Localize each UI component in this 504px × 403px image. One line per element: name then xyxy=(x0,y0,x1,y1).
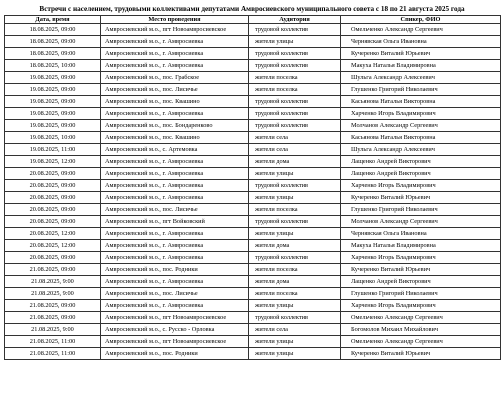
cell-date: 19.08.2025, 09:00 xyxy=(5,96,101,108)
column-header-date: Дата, время xyxy=(5,16,101,24)
cell-date: 19.08.2025, 09:00 xyxy=(5,120,101,132)
cell-date: 21.08.2025, 9:00 xyxy=(5,276,101,288)
cell-speaker: Глушенко Григорий Николаевич xyxy=(341,288,501,300)
cell-place: Амвросиевский м.о., г. Амвросиевка xyxy=(101,156,249,168)
cell-speaker: Макуха Наталья Владимировна xyxy=(341,240,501,252)
cell-audience: жители улицы xyxy=(249,228,341,240)
table-row xyxy=(5,204,501,216)
table-row xyxy=(5,168,501,180)
cell-audience: жители улицы xyxy=(249,192,341,204)
cell-date: 19.08.2025, 12:00 xyxy=(5,156,101,168)
cell-audience: трудовой коллектив xyxy=(249,96,341,108)
cell-audience: трудовой коллектив xyxy=(249,180,341,192)
cell-date: 21.08.2025, 11:00 xyxy=(5,348,101,360)
cell-speaker: Кучеренко Виталий Юрьевич xyxy=(341,192,501,204)
cell-date: 21.08.2025, 9:00 xyxy=(5,324,101,336)
cell-place: Амвросиевский м.о., пгт Новоамвросиевское xyxy=(101,312,249,324)
cell-speaker: Чернявская Ольга Ивановна xyxy=(341,36,501,48)
table-row xyxy=(5,288,501,300)
table-header-row xyxy=(5,16,501,24)
cell-audience: жители поселка xyxy=(249,264,341,276)
table-row xyxy=(5,264,501,276)
cell-speaker: Омельченко Александр Сергеевич xyxy=(341,24,501,36)
cell-date: 19.08.2025, 09:00 xyxy=(5,84,101,96)
cell-speaker: Харченко Игорь Владимирович xyxy=(341,180,501,192)
cell-audience: трудовой коллектив xyxy=(249,312,341,324)
cell-place: Амвросиевский м.о., с. Русско - Орловка xyxy=(101,324,249,336)
cell-date: 20.08.2025, 09:00 xyxy=(5,180,101,192)
cell-speaker: Харченко Игорь Владимирович xyxy=(341,300,501,312)
cell-audience: жители села xyxy=(249,144,341,156)
cell-speaker: Омельченко Александр Сергеевич xyxy=(341,336,501,348)
cell-date: 20.08.2025, 09:00 xyxy=(5,204,101,216)
cell-place: Амвросиевский м.о., г. Амвросиевка xyxy=(101,228,249,240)
meetings-table xyxy=(4,15,501,360)
cell-speaker: Глушенко Григорий Николаевич xyxy=(341,84,501,96)
table-row xyxy=(5,312,501,324)
table-row xyxy=(5,96,501,108)
cell-place: Амвросиевский м.о., пос. Лисичье xyxy=(101,84,249,96)
table-row xyxy=(5,324,501,336)
cell-date: 20.08.2025, 09:00 xyxy=(5,252,101,264)
cell-place: Амвросиевский м.о., пос. Родники xyxy=(101,348,249,360)
cell-speaker: Лащенко Андрей Викторович xyxy=(341,276,501,288)
cell-speaker: Богомолов Михаил Михайлович xyxy=(341,324,501,336)
cell-date: 20.08.2025, 09:00 xyxy=(5,216,101,228)
cell-audience: трудовой коллектив xyxy=(249,120,341,132)
cell-place: Амвросиевский м.о., г. Амвросиевка xyxy=(101,192,249,204)
cell-place: Амвросиевский м.о., г. Амвросиевка xyxy=(101,300,249,312)
table-row xyxy=(5,36,501,48)
cell-date: 20.08.2025, 09:00 xyxy=(5,192,101,204)
cell-date: 18.08.2025, 09:00 xyxy=(5,24,101,36)
table-row xyxy=(5,24,501,36)
cell-audience: трудовой коллектив xyxy=(249,60,341,72)
cell-audience: жители поселка xyxy=(249,204,341,216)
column-header-speaker: Спикер, ФИО xyxy=(341,16,501,24)
cell-place: Амвросиевский м.о., г. Амвросиевка xyxy=(101,168,249,180)
cell-date: 19.08.2025, 11:00 xyxy=(5,144,101,156)
cell-date: 20.08.2025, 12:00 xyxy=(5,228,101,240)
cell-audience: жители дома xyxy=(249,276,341,288)
cell-place: Амвросиевский м.о., пос. Грабское xyxy=(101,72,249,84)
cell-audience: жители дома xyxy=(249,240,341,252)
cell-place: Амвросиевский м.о., пос. Лисичье xyxy=(101,204,249,216)
cell-place: Амвросиевский м.о., г. Амвросиевка xyxy=(101,276,249,288)
cell-speaker: Чернявская Ольга Ивановна xyxy=(341,228,501,240)
table-body xyxy=(5,24,501,360)
table-row xyxy=(5,156,501,168)
cell-date: 20.08.2025, 12:00 xyxy=(5,240,101,252)
cell-place: Амвросиевский м.о., г. Амвросиевка xyxy=(101,252,249,264)
cell-date: 19.08.2025, 09:00 xyxy=(5,108,101,120)
cell-speaker: Кучеренко Виталий Юрьевич xyxy=(341,348,501,360)
cell-speaker: Лащенко Андрей Викторович xyxy=(341,156,501,168)
cell-audience: трудовой коллектив xyxy=(249,24,341,36)
cell-speaker: Шульга Александр Алексеевич xyxy=(341,72,501,84)
cell-date: 19.08.2025, 09:00 xyxy=(5,72,101,84)
cell-audience: трудовой коллектив xyxy=(249,252,341,264)
cell-speaker: Молчанов Александр Сергеевич xyxy=(341,216,501,228)
cell-audience: трудовой коллектив xyxy=(249,48,341,60)
cell-date: 20.08.2025, 09:00 xyxy=(5,168,101,180)
table-row xyxy=(5,228,501,240)
cell-place: Амвросиевский м.о., пос. Лисичье xyxy=(101,288,249,300)
cell-audience: жители улицы xyxy=(249,168,341,180)
table-row xyxy=(5,336,501,348)
table-row xyxy=(5,132,501,144)
cell-speaker: Касьянова Наталья Викторовна xyxy=(341,132,501,144)
cell-speaker: Кучеренко Виталий Юрьевич xyxy=(341,48,501,60)
table-row xyxy=(5,276,501,288)
cell-speaker: Кучеренко Виталий Юрьевич xyxy=(341,264,501,276)
cell-speaker: Лащенко Андрей Викторович xyxy=(341,168,501,180)
cell-place: Амвросиевский м.о., с. Артемовка xyxy=(101,144,249,156)
cell-place: Амвросиевский м.о., пгт Новоамвросиевское xyxy=(101,24,249,36)
cell-date: 21.08.2025, 09:00 xyxy=(5,312,101,324)
cell-date: 21.08.2025, 9:00 xyxy=(5,288,101,300)
cell-place: Амвросиевский м.о., г. Амвросиевка xyxy=(101,180,249,192)
table-row xyxy=(5,144,501,156)
cell-audience: жители села xyxy=(249,324,341,336)
cell-place: Амвросиевский м.о., пос. Квашино xyxy=(101,96,249,108)
cell-audience: жители села xyxy=(249,132,341,144)
table-row xyxy=(5,348,501,360)
cell-place: Амвросиевский м.о., г. Амвросиевка xyxy=(101,240,249,252)
cell-speaker: Макуха Наталья Владимировна xyxy=(341,60,501,72)
table-row xyxy=(5,48,501,60)
cell-audience: жители улицы xyxy=(249,348,341,360)
cell-date: 21.08.2025, 11:00 xyxy=(5,336,101,348)
cell-speaker: Омельченко Александр Сергеевич xyxy=(341,312,501,324)
cell-audience: жители дома xyxy=(249,156,341,168)
cell-audience: жители улицы xyxy=(249,36,341,48)
column-header-audience: Аудитория xyxy=(249,16,341,24)
cell-audience: жители поселка xyxy=(249,72,341,84)
cell-place: Амвросиевский м.о., пгт Войковский xyxy=(101,216,249,228)
cell-date: 19.08.2025, 10:00 xyxy=(5,132,101,144)
cell-place: Амвросиевский м.о., г. Амвросиевка xyxy=(101,36,249,48)
table-row xyxy=(5,216,501,228)
cell-audience: трудовой коллектив xyxy=(249,108,341,120)
cell-speaker: Касьянова Наталья Викторовна xyxy=(341,96,501,108)
cell-date: 18.08.2025, 09:00 xyxy=(5,36,101,48)
cell-speaker: Харченко Игорь Владимирович xyxy=(341,108,501,120)
cell-audience: трудовой коллектив xyxy=(249,216,341,228)
cell-speaker: Шульга Александр Алексеевич xyxy=(341,144,501,156)
cell-date: 21.08.2025, 09:00 xyxy=(5,264,101,276)
cell-speaker: Глушенко Григорий Николаевич xyxy=(341,204,501,216)
table-row xyxy=(5,84,501,96)
cell-place: Амвросиевский м.о., г. Амвросиевка xyxy=(101,48,249,60)
table-row xyxy=(5,108,501,120)
cell-place: Амвросиевский м.о., пос. Квашино xyxy=(101,132,249,144)
cell-place: Амвросиевский м.о., пос. Бондаренково xyxy=(101,120,249,132)
table-row xyxy=(5,252,501,264)
cell-place: Амвросиевский м.о., пос. Родники xyxy=(101,264,249,276)
table-row xyxy=(5,192,501,204)
document-title: Встречи с населением, трудовыми коллективами депутатами Амвросиевского муниципального совета с 18 по 21 августа 2025 года xyxy=(39,5,465,13)
cell-speaker: Молчанов Александр Сергеевич xyxy=(341,120,501,132)
table-row xyxy=(5,72,501,84)
cell-audience: жители поселка xyxy=(249,288,341,300)
cell-audience: жители поселка xyxy=(249,84,341,96)
cell-audience: жители улицы xyxy=(249,300,341,312)
cell-speaker: Харченко Игорь Владимирович xyxy=(341,252,501,264)
table-row xyxy=(5,120,501,132)
cell-place: Амвросиевский м.о., г. Амвросиевка xyxy=(101,60,249,72)
column-header-place: Место проведения xyxy=(101,16,249,24)
table-row xyxy=(5,60,501,72)
table-row xyxy=(5,300,501,312)
cell-date: 21.08.2025, 09:00 xyxy=(5,300,101,312)
table-row xyxy=(5,180,501,192)
cell-date: 18.08.2025, 10:00 xyxy=(5,60,101,72)
cell-place: Амвросиевский м.о., пгт Новоамвросиевское xyxy=(101,336,249,348)
cell-date: 18.08.2025, 09:00 xyxy=(5,48,101,60)
cell-place: Амвросиевский м.о., г. Амвросиевка xyxy=(101,108,249,120)
table-row xyxy=(5,240,501,252)
cell-audience: жители улицы xyxy=(249,336,341,348)
